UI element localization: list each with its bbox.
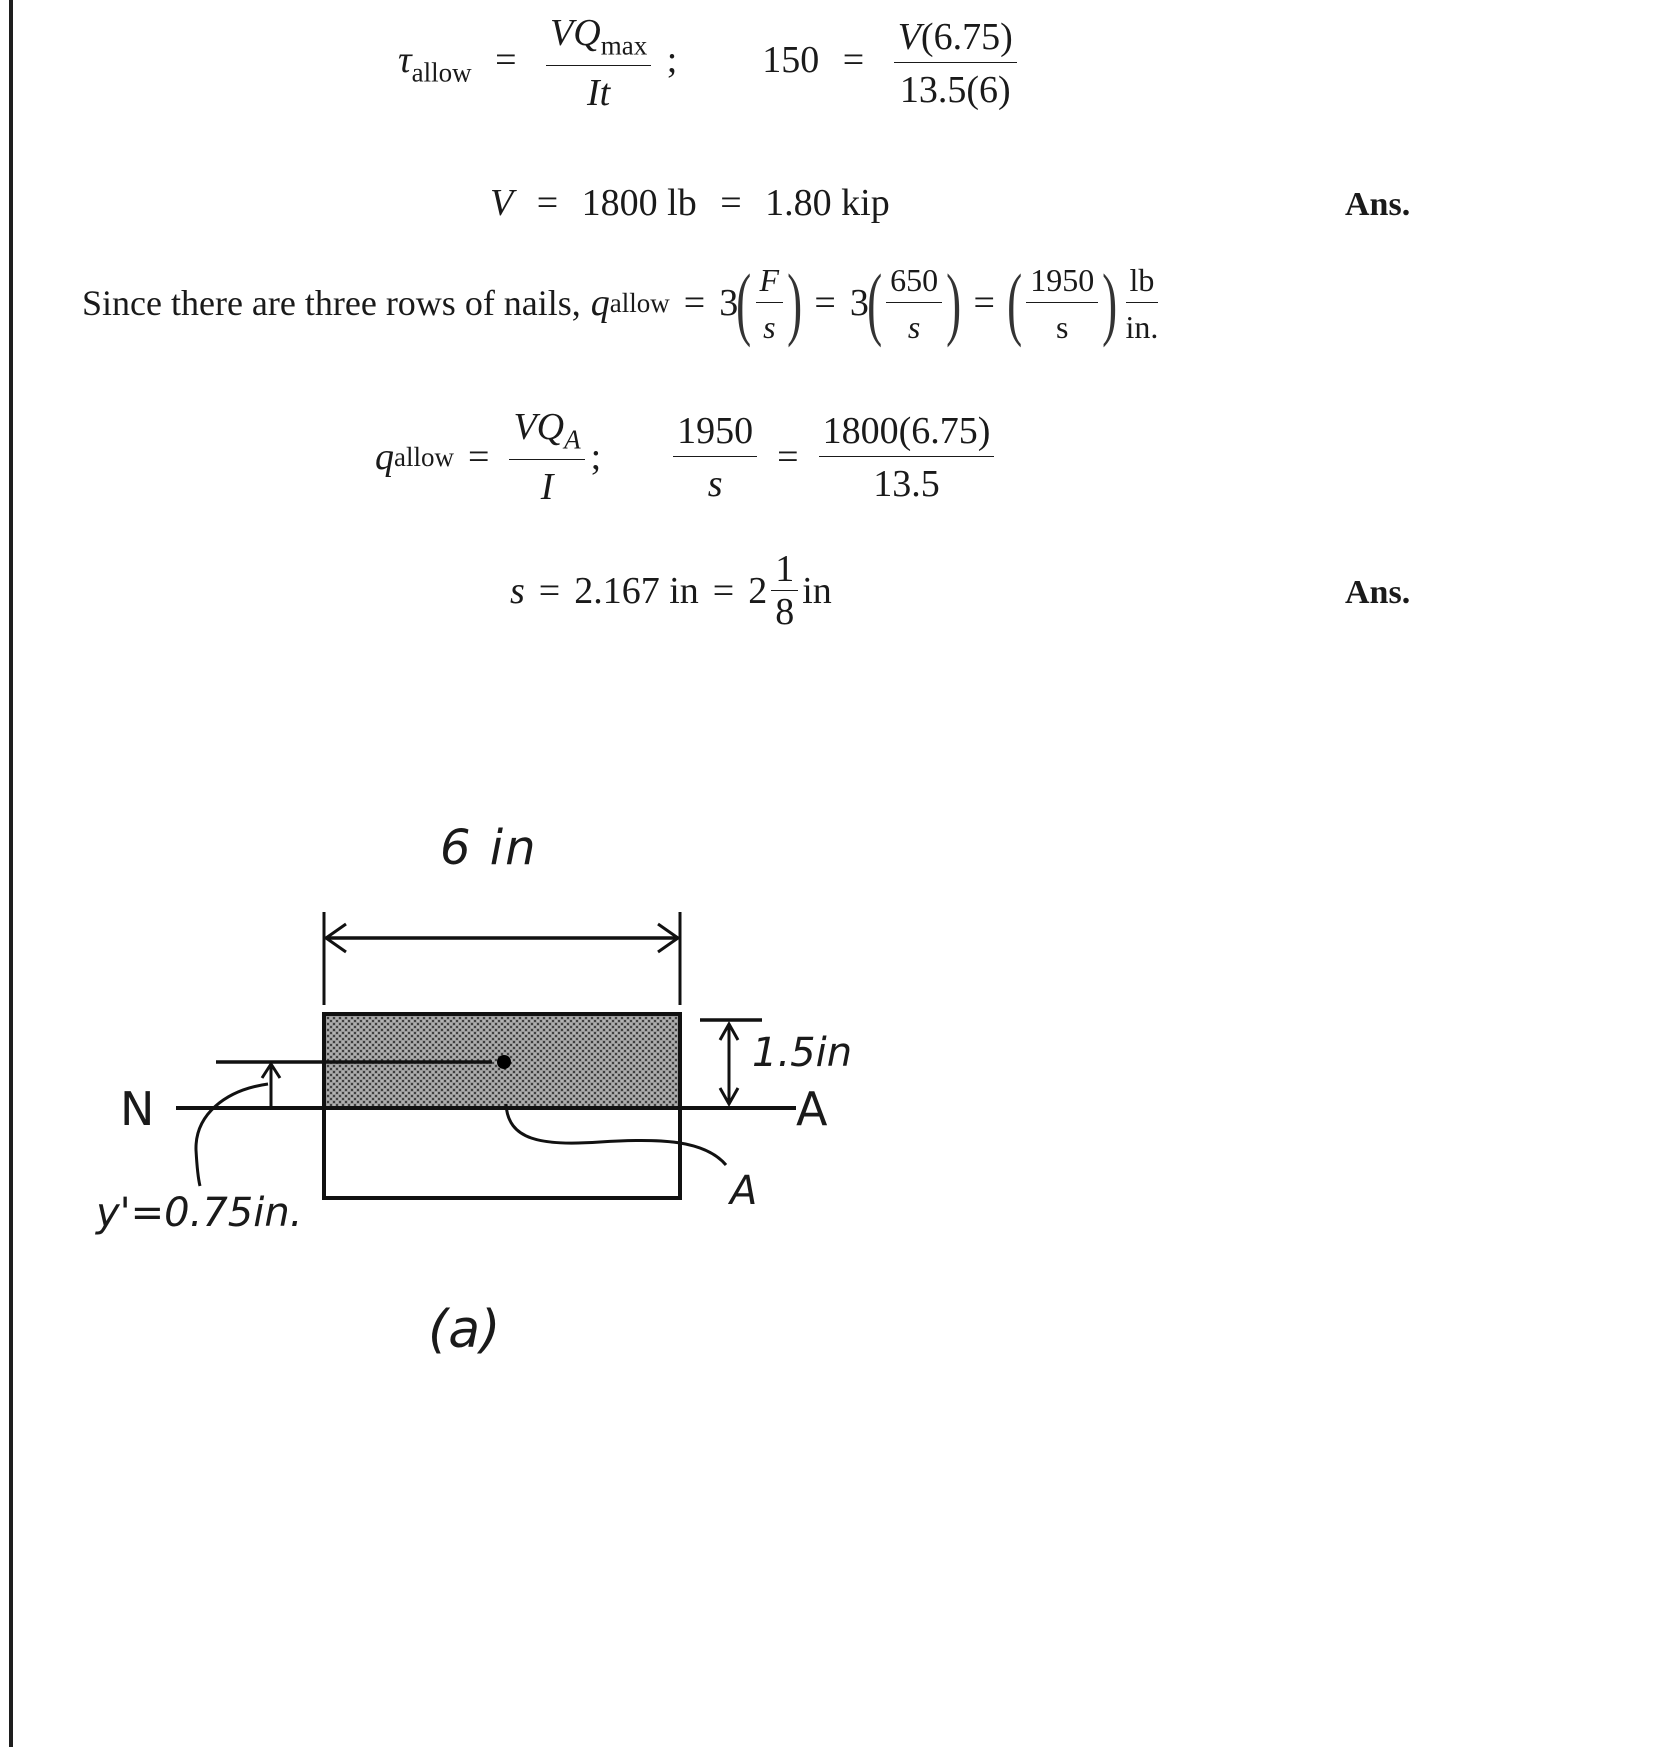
equation-s-result: s = 2.167 in = 2 $\frac{1}{8}$ in xyxy=(510,548,832,633)
left-paren: ( xyxy=(736,257,752,348)
cross-section-figure xyxy=(0,780,900,1380)
unit-lb-per-in: $\frac{lb}{in.}$ xyxy=(1125,261,1159,345)
width-label: 6 in xyxy=(440,820,538,876)
fraction-v675-135-6: $\frac{V(6.75)}{13.5(6)}$ xyxy=(894,18,1017,109)
figure-caption: (a) xyxy=(428,1300,501,1360)
neutral-axis-a-label: A xyxy=(796,1082,828,1136)
equals-sign: = xyxy=(495,38,517,81)
equation-q-allow-shear-flow: q allow = $\frac{VQ_A}{I}$ ; $\frac{1950}{s}$ = $\frac{1800(6.75)}{13.5}$ xyxy=(375,408,1000,506)
equation-q-allow-nails: Since there are three rows of nails, q allow = 3 ( $\frac{F}{s}$ ) = 3 ( $\frac{650}{s}$ ) = ( $\frac{1950}{s}$ ) $\frac{lb}{in.}$ xyxy=(82,262,1168,344)
height-label: 1.5in xyxy=(752,1030,853,1076)
right-paren: ) xyxy=(787,257,803,348)
answer-label-2: Ans. xyxy=(1345,574,1411,611)
explanation-text: Since there are three rows of nails, xyxy=(82,283,581,323)
answer-label-1: Ans. xyxy=(1345,186,1411,223)
semicolon: ; xyxy=(666,38,678,81)
equation-tau-allow: $\tau_{allow}$ = $\frac{VQ_{max}}{It}$ ; 150 = $\frac{V(6.75)}{13.5(6)}$ xyxy=(398,14,1023,112)
area-a-label: A xyxy=(730,1168,758,1214)
fraction-vq-it: $\frac{VQ_{max}}{It}$ xyxy=(546,14,651,112)
tau-subscript: allow xyxy=(411,57,472,88)
ybar-label: y'=0.75in. xyxy=(96,1190,303,1236)
value-150: 150 xyxy=(762,38,820,81)
neutral-axis-n-label: N xyxy=(120,1082,155,1136)
fraction-one-eighth: $\frac{1}{8}$ xyxy=(771,550,798,631)
equation-v-result: V = 1800 lb = 1.80 kip xyxy=(490,182,890,224)
tau-symbol: τ xyxy=(398,38,412,81)
